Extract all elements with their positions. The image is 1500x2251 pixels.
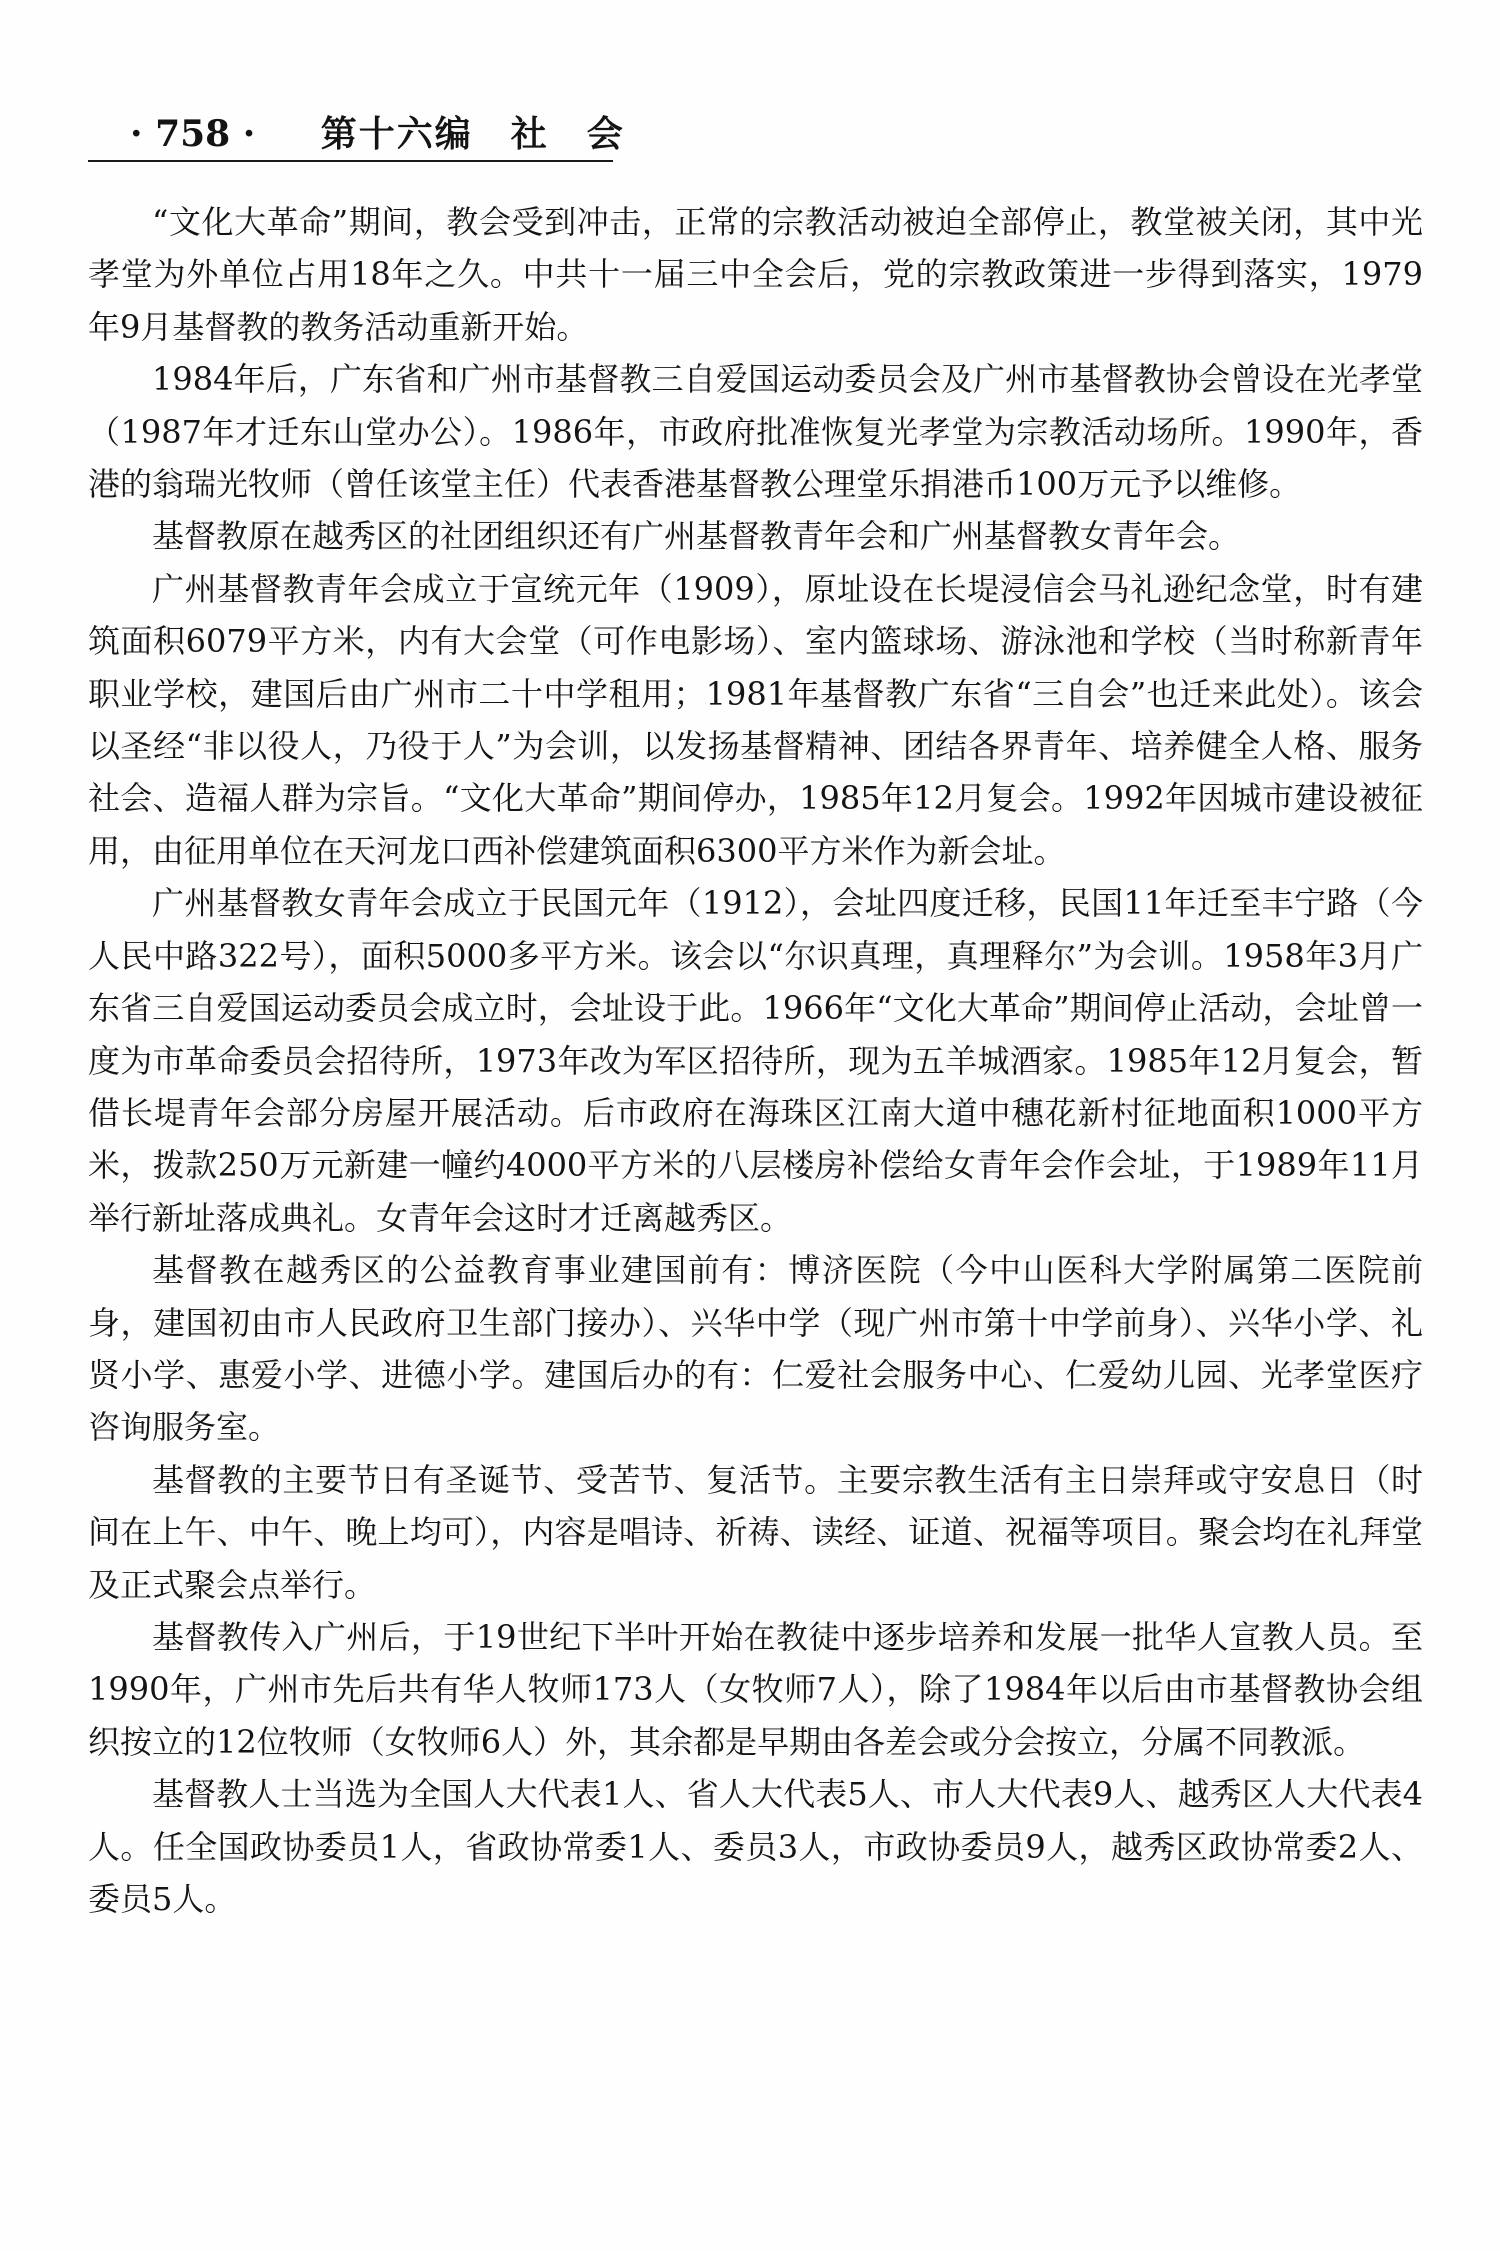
paragraph: 基督教传入广州后，于19世纪下半叶开始在教徒中逐步培养和发展一批华人宣教人员。至1990年，广州市先后共有华人牧师173人（女牧师7人），除了1984年以后由市基督教协会组织按立的12位牧师（女牧师6人）外，其余都是早期由各差会或分会按立，分属不同教派。 bbox=[88, 1617, 1423, 1761]
paragraph: “文化大革命”期间，教会受到冲击，正常的宗教活动被迫全部停止，教堂被关闭，其中光孝堂为外单位占用18年之久。中共十一届三中全会后，党的宗教政策进一步得到落实，1979年9月基督教的教务活动重新开始。 bbox=[88, 203, 1423, 346]
body-text bbox=[88, 196, 1423, 1925]
section-title: 第十六编 社 会 bbox=[320, 113, 625, 155]
paragraph: 基督教在越秀区的公益教育事业建国前有：博济医院（今中山医科大学附属第二医院前身，建国初由市人民政府卫生部门接办）、兴华中学（现广州市第十中学前身）、兴华小学、礼贤小学、惠爱小学、进德小学。建国后办的有：仁爱社会服务中心、仁爱幼儿园、光孝堂医疗咨询服务室。 bbox=[88, 1251, 1423, 1447]
paragraph: 基督教人士当选为全国人大代表1人、省人大代表5人、市人大代表9人、越秀区人大代表4人。任全国政协委员1人，省政协常委1人、委员3人，市政协委员9人，越秀区政协常委2人、委员5人。 bbox=[88, 1775, 1423, 1918]
paragraph: 1984年后，广东省和广州市基督教三自爱国运动委员会及广州市基督教协会曾设在光孝堂（1987年才迁东山堂办公）。1986年，市政府批准恢复光孝堂为宗教活动场所。1990年，香港的翁瑞光牧师（曾任该堂主任）代表香港基督教公理堂乐捐港币100万元予以维修。 bbox=[88, 360, 1423, 504]
paragraph: 广州基督教青年会成立于宣统元年（1909），原址设在长堤浸信会马礼逊纪念堂，时有建筑面积6079平方米，内有大会堂（可作电影场）、室内篮球场、游泳池和学校（当时称新青年职业学校，建国后由广州市二十中学租用；1981年基督教广东省“三自会”也迁来此处）。该会以圣经“非以役人，乃役于人”为会训，以发扬基督精神、团结各界青年、培养健全人格、服务社会、造福人群为宗旨。“文化大革命”期间停办，1985年12月复会。1992年因城市建设被征用，由征用单位在天河龙口西补偿建筑面积6300平方米作为新会址。 bbox=[88, 569, 1423, 870]
paragraph: 广州基督教女青年会成立于民国元年（1912），会址四度迁移，民国11年迁至丰宁路（今人民中路322号），面积5000多平方米。该会以“尔识真理，真理释尔”为会训。1958年3月广东省三自爱国运动委员会成立时，会址设于此。1966年“文化大革命”期间停止活动，会址曾一度为市革命委员会招待所，1973年改为军区招待所，现为五羊城酒家。1985年12月复会，暂借长堤青年会部分房屋开展活动。后市政府在海珠区江南大道中穗花新村征地面积1000平方米，拨款250万元新建一幢约4000平方米的八层楼房补偿给女青年会作会址，于1989年11月举行新址落成典礼。女青年会这时才迁离越秀区。 bbox=[88, 884, 1423, 1237]
running-header bbox=[88, 108, 625, 162]
page-number: · 758 · bbox=[130, 113, 256, 155]
paragraph: 基督教原在越秀区的社团组织还有广州基督教青年会和广州基督教女青年会。 bbox=[152, 517, 1241, 556]
paragraph: 基督教的主要节日有圣诞节、受苦节、复活节。主要宗教生活有主日崇拜或守安息日（时间在上午、中午、晚上均可），内容是唱诗、祈祷、读经、证道、祝福等项目。聚会均在礼拜堂及正式聚会点举行。 bbox=[88, 1460, 1423, 1604]
